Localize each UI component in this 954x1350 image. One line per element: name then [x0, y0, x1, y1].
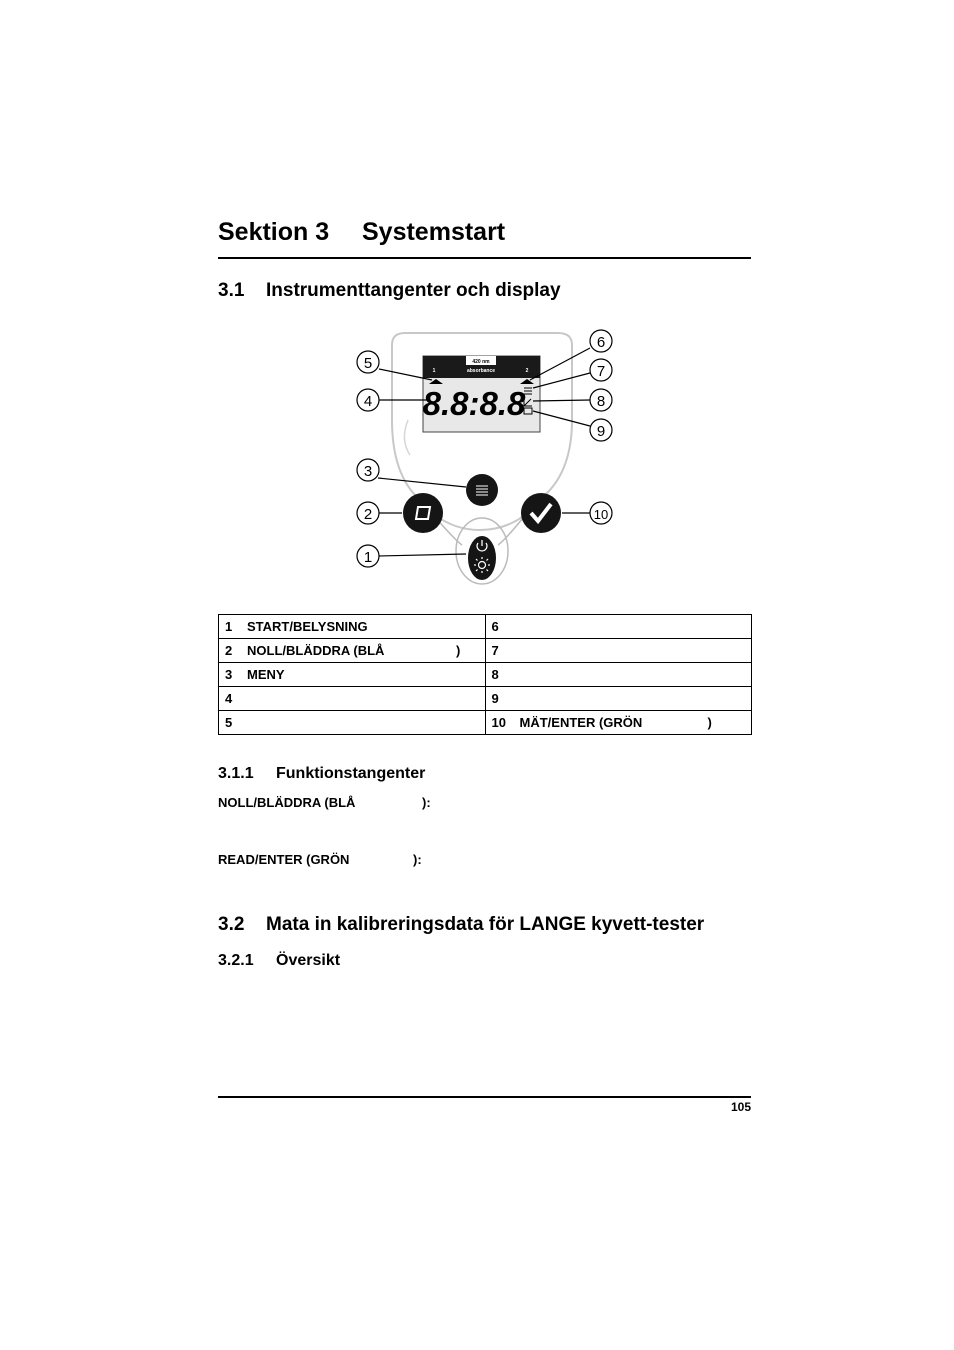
svg-text:8: 8 [596, 393, 606, 410]
svg-text:10: 10 [593, 507, 609, 522]
subsection-3-1-1-heading [218, 765, 425, 783]
device-inner-outline [404, 420, 410, 455]
subsection-3-2-1-title: Översikt [276, 952, 341, 969]
legend-cell: 6 [485, 615, 752, 639]
subsection-3-2-1-heading [218, 952, 340, 970]
table-row [219, 615, 752, 639]
subsection-3-2-heading [218, 914, 704, 936]
subsection-3-2-number: 3.2 [218, 914, 245, 935]
heading-rule [218, 257, 751, 259]
legend-cell: 5 [219, 711, 486, 735]
subsection-3-1-1-number: 3.1.1 [218, 765, 254, 782]
svg-text:3: 3 [363, 463, 373, 480]
table-row [219, 687, 752, 711]
lcd-digits: 8.8:8.8 [422, 385, 526, 422]
zero-scroll-button [403, 493, 443, 533]
callout-7 [590, 359, 612, 381]
svg-text:1: 1 [363, 549, 373, 566]
callout-2 [357, 502, 379, 524]
callout-6 [590, 330, 612, 352]
subsection-3-2-title: Mata in kalibreringsdata för LANGE kyvett-tester [266, 914, 705, 935]
read-enter-button [521, 493, 561, 533]
callout-5 [357, 351, 379, 373]
page-number: 105 [730, 1100, 751, 1114]
menu-button [466, 474, 498, 506]
lcd-index-left: 1 [432, 368, 436, 374]
legend-table [218, 614, 752, 735]
callout-4 [357, 389, 379, 411]
legend-cell: 7 [485, 639, 752, 663]
svg-text:9: 9 [596, 423, 606, 440]
section-number: Sektion 3 [218, 218, 330, 246]
legend-cell: 4 [219, 687, 486, 711]
legend-cell: 8 [485, 663, 752, 687]
svg-text:6: 6 [596, 334, 606, 351]
table-row [219, 711, 752, 735]
svg-text:2: 2 [363, 506, 373, 523]
svg-text:5: 5 [363, 355, 373, 372]
section-title: Systemstart [362, 218, 506, 246]
legend-cell: 9 [485, 687, 752, 711]
legend-cell: 3 MENY [219, 663, 486, 687]
svg-text:4: 4 [363, 393, 373, 410]
callout-9 [590, 419, 612, 441]
footer-rule [218, 1096, 751, 1098]
legend-cell: 1 START/BELYSNING [219, 615, 486, 639]
subsection-3-1-number: 3.1 [218, 280, 245, 301]
lcd-index-right: 2 [525, 368, 529, 374]
table-row [219, 639, 752, 663]
legend-cell: 10 MÄT/ENTER (GRÖN ) [485, 711, 752, 735]
legend-cell: 2 NOLL/BLÄDDRA (BLÅ ) [219, 639, 486, 663]
callout-10 [590, 502, 612, 524]
callout-3 [357, 459, 379, 481]
callout-8 [590, 389, 612, 411]
read-enter-key-term: READ/ENTER (GRÖN ): [218, 852, 422, 867]
instrument-diagram [340, 325, 630, 595]
subsection-3-2-1-number: 3.2.1 [218, 952, 254, 969]
section-heading [218, 218, 505, 247]
zero-scroll-key-term: NOLL/BLÄDDRA (BLÅ ): [218, 795, 431, 810]
lcd-wavelength: 420 nm [472, 359, 490, 365]
callout-1 [357, 545, 379, 567]
table-row [219, 663, 752, 687]
svg-text:7: 7 [596, 363, 606, 380]
subsection-3-1-1-title: Funktionstangenter [276, 765, 426, 782]
subsection-3-1-title: Instrumenttangenter och display [266, 280, 561, 301]
lcd-mode: absorbance [466, 368, 496, 374]
subsection-3-1-heading [218, 280, 561, 302]
